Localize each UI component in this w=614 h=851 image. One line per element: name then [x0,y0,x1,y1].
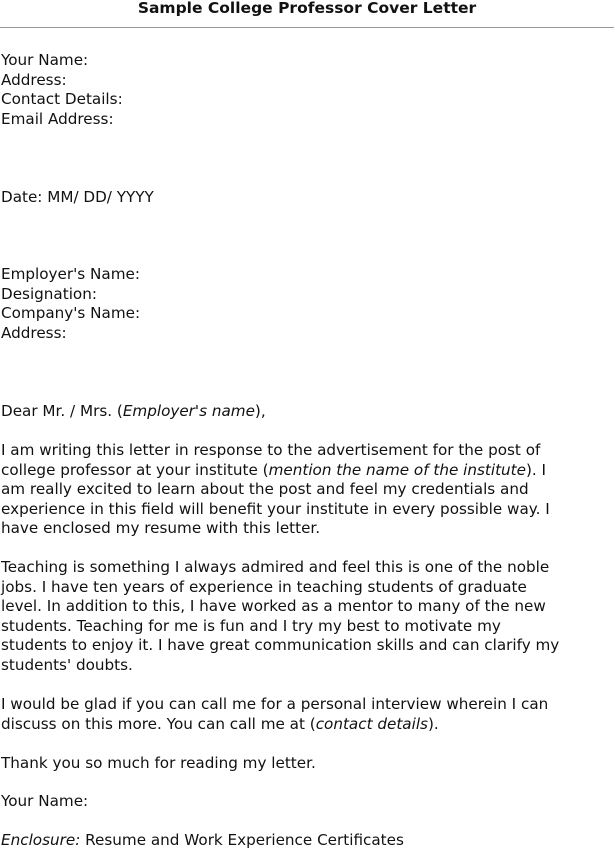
paragraph-1-line-2 [1,461,613,481]
paragraph-1-line-1: I am writing this letter in response to the advertisement for the post of [1,441,541,459]
paragraph-3-line-2-pre: discuss on this more. You can call me at ( [1,714,316,733]
institute-placeholder: mention the name of the institute [268,460,526,479]
document-title: Sample College Professor Cover Letter [137,0,477,17]
salutation-prefix: Dear Mr. / Mrs. ( [1,402,123,420]
paragraph-2-line-3: level. In addition to this, I have worked as a mentor to many of the new [1,597,546,616]
enclosure-label: Enclosure: [1,831,81,849]
paragraph-3 [1,695,613,734]
paragraph-2-line-5: students to enjoy it. I have great communication skills and can clarify my [1,636,560,655]
paragraph-1 [1,441,613,539]
paragraph-2 [1,558,613,676]
sender-name: Your Name: [1,51,89,69]
sender-block [1,51,613,129]
paragraph-1-line-4: experience in this field will benefit your institute in every possible way. I [1,499,550,518]
paragraph-2-line-4: students. Teaching for me is fun and I try my best to motivate my [1,616,501,635]
paragraph-3-line-2-post: ). [427,714,439,733]
paragraph-2-line-2: jobs. I have ten years of experience in teaching students of graduate [1,577,527,596]
recipient-company: Company's Name: [1,304,141,323]
recipient-block [1,265,613,343]
enclosure-text: Resume and Work Experience Certificates [80,831,404,849]
sender-contact: Contact Details: [1,90,123,109]
title-divider [0,27,614,28]
enclosure-line [1,831,613,851]
date-line: Date: MM/ DD/ YYYY [1,188,154,206]
paragraph-1-line-3: am really excited to learn about the post and feel my credentials and [1,480,529,499]
paragraph-1-line-2-pre: college professor at your institute ( [1,460,269,479]
closing-paragraph [1,792,613,812]
enclosure-paragraph [1,831,613,851]
salutation-suffix: ), [254,402,266,420]
salutation-employer-name: Employer's name [122,402,255,420]
paragraph-3-line-2 [1,715,613,735]
sender-email: Email Address: [1,109,114,128]
thanks-paragraph [1,754,613,774]
closing-name: Your Name: [1,792,89,810]
paragraph-1-line-2-post: ). I [525,460,547,479]
recipient-address: Address: [1,323,67,342]
salutation [1,402,613,422]
contact-details-placeholder: contact details [315,714,428,733]
salutation-line [1,402,613,422]
paragraph-1-line-5: have enclosed my resume with this letter. [1,519,321,538]
paragraph-2-line-1: Teaching is something I always admired and feel this is one of the noble [1,558,550,576]
date-block [1,188,613,208]
paragraph-2-line-6: students' doubts. [1,655,133,674]
thanks-line: Thank you so much for reading my letter. [1,754,316,772]
paragraph-3-line-1: I would be glad if you can call me for a personal interview wherein I can [1,695,549,713]
sender-address: Address: [1,70,67,89]
recipient-employer: Employer's Name: [1,265,140,283]
recipient-designation: Designation: [1,284,97,303]
